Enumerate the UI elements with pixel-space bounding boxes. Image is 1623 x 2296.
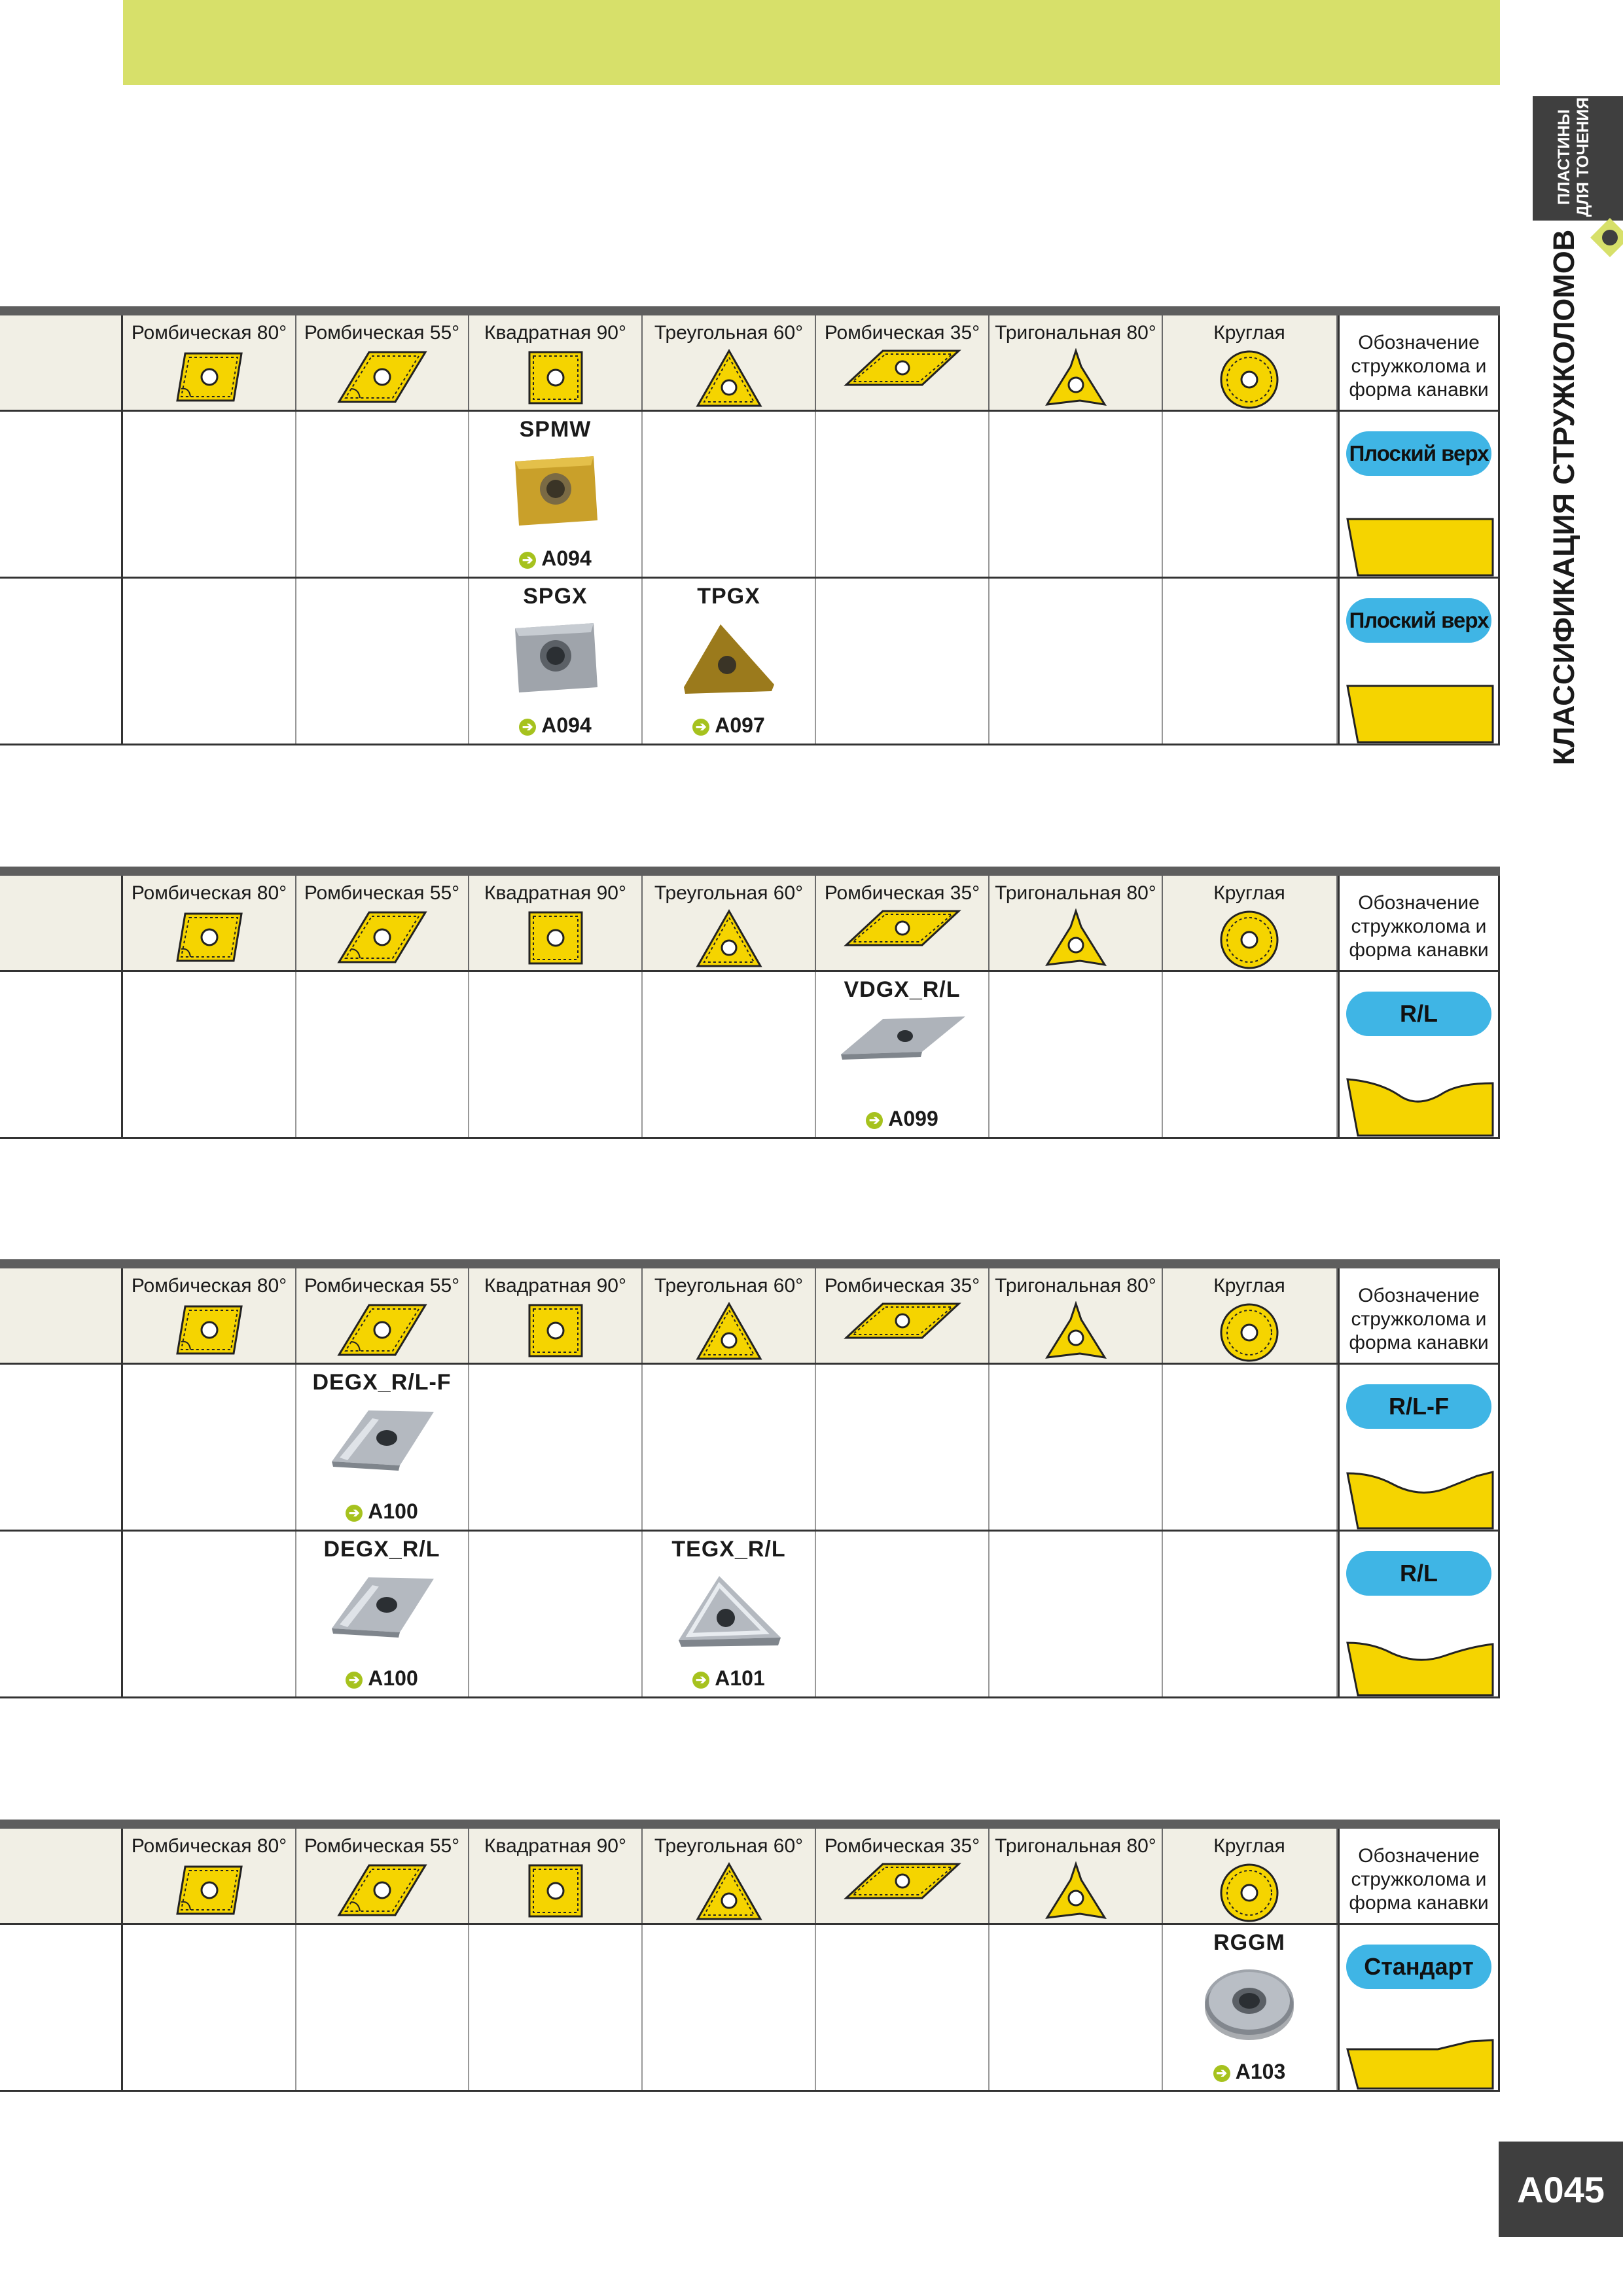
- empty-cell: [643, 412, 816, 579]
- groove-profile-icon: [1346, 1077, 1494, 1141]
- empty-cell: [1162, 1532, 1338, 1698]
- column-header: [816, 876, 990, 970]
- row-rule: [0, 1137, 1500, 1139]
- product-name: SPMW: [519, 417, 592, 442]
- column-header-label: Тригональная 80°: [995, 1275, 1156, 1297]
- empty-cell: [123, 1532, 296, 1698]
- empty-cell: [469, 972, 643, 1139]
- empty-cell: [643, 1925, 816, 2092]
- row-rule: [0, 2090, 1500, 2092]
- page-reference-text: A101: [715, 1666, 765, 1690]
- empty-cell: [1162, 1365, 1338, 1532]
- column-header: [469, 876, 643, 970]
- insert-shape-icon: [1043, 908, 1109, 972]
- empty-cell: [990, 1532, 1163, 1698]
- arrow-right-icon: ➔: [1213, 2065, 1230, 2082]
- arrow-right-icon: ➔: [866, 1112, 883, 1129]
- column-header: [296, 1829, 469, 1923]
- column-header: [1162, 1268, 1338, 1363]
- insert-shape-icon: [695, 908, 763, 972]
- column-header-label: Круглая: [1213, 882, 1285, 904]
- empty-cell: [990, 1925, 1163, 2092]
- insert-shape-icon: [173, 1861, 245, 1922]
- product-cell[interactable]: [643, 579, 816, 745]
- column-header-label: Тригональная 80°: [995, 882, 1156, 904]
- column-header-label: Ромбическая 80°: [131, 882, 287, 904]
- column-header-label: Ромбическая 55°: [304, 1275, 460, 1297]
- breaker-cell: [1338, 579, 1500, 745]
- column-header-label: Квадратная 90°: [484, 322, 626, 344]
- chipbreaker-badge: R/L: [1346, 1551, 1491, 1596]
- insert-shape-icon: [695, 348, 763, 412]
- empty-cell: [469, 1532, 643, 1698]
- page-number: A045: [1499, 2142, 1623, 2237]
- column-header: [643, 876, 816, 970]
- column-header: [990, 1268, 1163, 1363]
- insert-shape-icon: [1043, 348, 1109, 412]
- product-name: RGGM: [1213, 1930, 1285, 1955]
- product-name: TEGX_R/L: [671, 1537, 786, 1562]
- chipbreaker-badge: R/L-F: [1346, 1384, 1491, 1429]
- insert-shape-icon: [695, 1861, 763, 1925]
- insert-photo: [680, 619, 778, 701]
- insert-shape-icon: [336, 908, 428, 969]
- page-reference-text: A103: [1235, 2060, 1286, 2083]
- column-header: [469, 1829, 643, 1923]
- column-header-label: Квадратная 90°: [484, 1275, 626, 1297]
- page-reference-link[interactable]: [469, 713, 641, 738]
- breaker-cell: [1338, 1365, 1500, 1532]
- page-reference-text: A094: [541, 547, 592, 570]
- section-tab[interactable]: [1533, 96, 1623, 221]
- insert-shape-icon: [173, 1301, 245, 1362]
- empty-cell: [469, 1365, 643, 1532]
- empty-cell: [643, 1365, 816, 1532]
- column-header: [296, 1268, 469, 1363]
- breaker-cell: [1338, 972, 1500, 1139]
- empty-cell: [816, 1925, 990, 2092]
- product-cell[interactable]: [643, 1532, 816, 1698]
- column-header: [643, 315, 816, 410]
- column-header-label: Ромбическая 80°: [131, 322, 287, 344]
- chipbreaker-badge: Плоский верх: [1346, 431, 1491, 476]
- page-reference-text: A097: [715, 713, 765, 737]
- empty-cell: [990, 412, 1163, 579]
- column-header-label: Квадратная 90°: [484, 882, 626, 904]
- row-empty-cell: [0, 579, 123, 745]
- column-header-label: Треугольная 60°: [654, 322, 804, 344]
- breaker-header: [1338, 876, 1500, 970]
- empty-cell: [1162, 412, 1338, 579]
- column-header: [816, 315, 990, 410]
- column-header-label: Ромбическая 55°: [304, 1835, 460, 1857]
- empty-cell: [123, 972, 296, 1139]
- table-header: [0, 876, 1500, 970]
- insert-photo: [327, 1405, 438, 1480]
- product-cell[interactable]: [296, 1365, 469, 1532]
- breaker-header: [1338, 1268, 1500, 1363]
- breaker-header: [1338, 1829, 1500, 1923]
- column-header: [816, 1829, 990, 1923]
- product-name: DEGX_R/L: [323, 1537, 440, 1562]
- breaker-cell: [1338, 1532, 1500, 1698]
- breaker-header-label: Обозначение стружколома и форма канавки: [1349, 1285, 1489, 1354]
- page-reference-text: A099: [888, 1107, 938, 1130]
- column-header: [123, 315, 296, 410]
- column-header: [990, 876, 1163, 970]
- empty-cell: [816, 1532, 990, 1698]
- empty-cell: [816, 1365, 990, 1532]
- insert-shape-icon: [1218, 348, 1281, 414]
- table-top-rule: [0, 867, 1500, 876]
- top-accent-bar: [123, 0, 1500, 85]
- row-rule: [0, 1696, 1500, 1698]
- chipbreaker-badge: Стандарт: [1346, 1945, 1491, 1989]
- chipbreaker-badge: Плоский верх: [1346, 598, 1491, 643]
- arrow-right-icon: ➔: [519, 552, 536, 569]
- column-header: [296, 876, 469, 970]
- insert-shape-icon: [173, 348, 245, 409]
- table-row: [0, 579, 1500, 745]
- groove-profile-icon: [1346, 1469, 1494, 1534]
- table-header: [0, 1268, 1500, 1363]
- header-empty-cell: [0, 1268, 123, 1363]
- column-header-label: Круглая: [1213, 1275, 1285, 1297]
- page-reference-link[interactable]: [469, 547, 641, 571]
- arrow-right-icon: ➔: [692, 719, 709, 736]
- row-empty-cell: [0, 1925, 123, 2092]
- empty-cell: [990, 1365, 1163, 1532]
- column-header: [123, 876, 296, 970]
- table-header: [0, 315, 1500, 410]
- product-cell[interactable]: [296, 1532, 469, 1698]
- table-row: [0, 1532, 1500, 1698]
- column-header-label: Круглая: [1213, 1835, 1285, 1857]
- row-empty-cell: [0, 1365, 123, 1532]
- column-header-label: Ромбическая 35°: [824, 322, 980, 344]
- product-cell[interactable]: [469, 579, 643, 745]
- empty-cell: [990, 972, 1163, 1139]
- column-header-label: Тригональная 80°: [995, 322, 1156, 344]
- column-header: [469, 315, 643, 410]
- empty-cell: [1162, 972, 1338, 1139]
- empty-cell: [296, 1925, 469, 2092]
- empty-cell: [123, 1365, 296, 1532]
- column-header-label: Тригональная 80°: [995, 1835, 1156, 1857]
- column-header: [643, 1268, 816, 1363]
- breaker-header: [1338, 315, 1500, 410]
- groove-profile-icon: [1346, 2030, 1494, 2094]
- groove-profile-icon: [1346, 516, 1494, 581]
- page-reference-link[interactable]: [643, 1666, 815, 1691]
- chipbreaker-badge: R/L: [1346, 992, 1491, 1036]
- insert-shape-icon: [1218, 1301, 1281, 1367]
- column-header: [296, 315, 469, 410]
- column-header-label: Ромбическая 55°: [304, 322, 460, 344]
- table-top-rule: [0, 306, 1500, 315]
- product-cell[interactable]: [469, 412, 643, 579]
- column-header: [1162, 1829, 1338, 1923]
- insert-photo: [510, 452, 601, 534]
- groove-profile-icon: [1346, 683, 1494, 748]
- insert-photo: [673, 1572, 785, 1654]
- column-header-label: Треугольная 60°: [654, 1275, 804, 1297]
- breaker-header-label: Обозначение стружколома и форма канавки: [1349, 1845, 1489, 1914]
- column-header: [469, 1268, 643, 1363]
- row-rule: [0, 744, 1500, 745]
- empty-cell: [816, 579, 990, 745]
- table-header: [0, 1829, 1500, 1923]
- column-header-label: Ромбическая 35°: [824, 1835, 980, 1857]
- insert-shape-icon: [524, 908, 587, 971]
- column-header: [990, 315, 1163, 410]
- insert-shape-icon: [524, 1301, 587, 1363]
- page-reference-link[interactable]: [643, 713, 815, 738]
- breaker-header-label: Обозначение стружколома и форма канавки: [1349, 332, 1489, 401]
- page-reference-text: A094: [541, 713, 592, 737]
- header-empty-cell: [0, 315, 123, 410]
- header-empty-cell: [0, 1829, 123, 1923]
- insert-shape-icon: [173, 908, 245, 969]
- empty-cell: [990, 579, 1163, 745]
- insert-shape-icon: [695, 1301, 763, 1365]
- insert-photo: [837, 1013, 968, 1068]
- column-header: [123, 1829, 296, 1923]
- column-header-label: Квадратная 90°: [484, 1835, 626, 1857]
- insert-shape-icon: [1218, 908, 1281, 975]
- column-header: [1162, 876, 1338, 970]
- row-empty-cell: [0, 412, 123, 579]
- empty-cell: [123, 412, 296, 579]
- empty-cell: [123, 579, 296, 745]
- table-top-rule: [0, 1820, 1500, 1829]
- product-name: SPGX: [523, 584, 588, 609]
- breaker-header-label: Обозначение стружколома и форма канавки: [1349, 892, 1489, 961]
- breaker-cell: [1338, 1925, 1500, 2092]
- table-row: [0, 412, 1500, 579]
- turning-insert-icon: [1590, 218, 1623, 260]
- empty-cell: [296, 412, 469, 579]
- groove-profile-icon: [1346, 1636, 1494, 1701]
- insert-shape-icon: [1218, 1861, 1281, 1928]
- table-top-rule: [0, 1259, 1500, 1268]
- column-header-label: Ромбическая 35°: [824, 1275, 980, 1297]
- column-header-label: Ромбическая 80°: [131, 1275, 287, 1297]
- table-row: [0, 972, 1500, 1139]
- product-cell[interactable]: [1162, 1925, 1338, 2092]
- insert-photo: [327, 1572, 438, 1647]
- table-row: [0, 1925, 1500, 2092]
- insert-shape-icon: [844, 1301, 961, 1344]
- insert-photo: [510, 619, 601, 701]
- column-header-label: Треугольная 60°: [654, 882, 804, 904]
- page-reference-text: A100: [368, 1666, 418, 1690]
- insert-shape-icon: [844, 1861, 961, 1904]
- row-empty-cell: [0, 972, 123, 1139]
- empty-cell: [469, 1925, 643, 2092]
- insert-shape-icon: [1043, 1861, 1109, 1925]
- insert-shape-icon: [844, 908, 961, 951]
- arrow-right-icon: ➔: [346, 1505, 363, 1522]
- arrow-right-icon: ➔: [346, 1672, 363, 1689]
- column-header-label: Ромбическая 55°: [304, 882, 460, 904]
- insert-photo: [1200, 1965, 1298, 2047]
- classification-table: [0, 1259, 1500, 1698]
- empty-cell: [1162, 579, 1338, 745]
- product-name: VDGX_R/L: [844, 977, 961, 1002]
- header-empty-cell: [0, 876, 123, 970]
- classification-table: [0, 1820, 1500, 2092]
- empty-cell: [296, 579, 469, 745]
- page-reference-link[interactable]: [296, 1499, 468, 1524]
- arrow-right-icon: ➔: [519, 719, 536, 736]
- column-header: [123, 1268, 296, 1363]
- breaker-cell: [1338, 412, 1500, 579]
- row-empty-cell: [0, 1532, 123, 1698]
- column-header: [816, 1268, 990, 1363]
- column-header-label: Ромбическая 80°: [131, 1835, 287, 1857]
- page-reference-text: A100: [368, 1499, 418, 1523]
- arrow-right-icon: ➔: [692, 1672, 709, 1689]
- column-header: [990, 1829, 1163, 1923]
- page-reference-link[interactable]: [1162, 2060, 1336, 2084]
- table-row: [0, 1365, 1500, 1532]
- product-name: TPGX: [697, 584, 760, 609]
- insert-shape-icon: [844, 348, 961, 391]
- column-header-label: Круглая: [1213, 322, 1285, 344]
- column-header: [1162, 315, 1338, 410]
- insert-shape-icon: [336, 1301, 428, 1362]
- empty-cell: [816, 412, 990, 579]
- page-reference-link[interactable]: [296, 1666, 468, 1691]
- empty-cell: [123, 1925, 296, 2092]
- product-name: DEGX_R/L-F: [312, 1370, 452, 1395]
- section-tab-label: ПЛАСТИНЫ ДЛЯ ТОЧЕНИЯ: [1555, 97, 1592, 217]
- insert-shape-icon: [1043, 1301, 1109, 1365]
- insert-shape-icon: [524, 1861, 587, 1924]
- column-header-label: Ромбическая 35°: [824, 882, 980, 904]
- classification-table: [0, 306, 1500, 745]
- insert-shape-icon: [336, 1861, 428, 1922]
- column-header: [643, 1829, 816, 1923]
- insert-shape-icon: [524, 348, 587, 410]
- empty-cell: [296, 972, 469, 1139]
- classification-table: [0, 867, 1500, 1139]
- page-reference-link[interactable]: [816, 1107, 988, 1131]
- product-cell[interactable]: [816, 972, 990, 1139]
- column-header-label: Треугольная 60°: [654, 1835, 804, 1857]
- insert-shape-icon: [336, 348, 428, 409]
- empty-cell: [643, 972, 816, 1139]
